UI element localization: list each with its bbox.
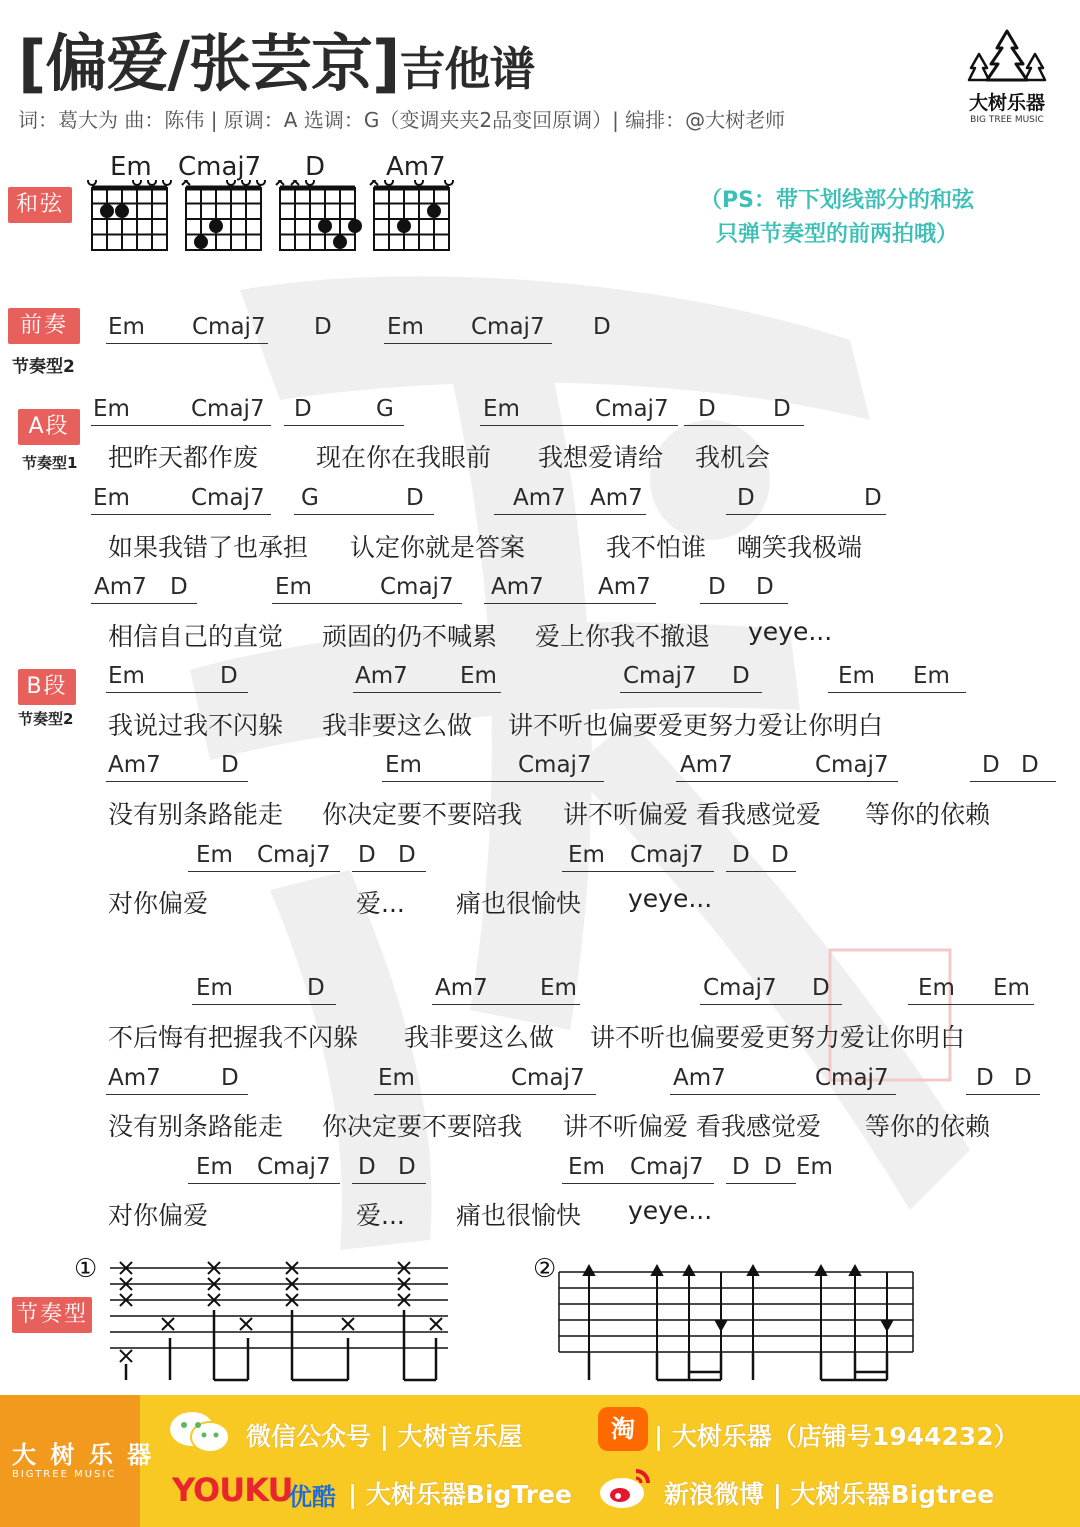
- chord: Am7: [435, 975, 488, 1001]
- youku-logo: YOUKU: [172, 1471, 293, 1509]
- taobao-link[interactable]: | 大树乐器（店铺号1944232）: [654, 1422, 1019, 1451]
- chord: Em: [540, 975, 577, 1001]
- intro-badge: 前奏: [8, 308, 80, 344]
- lyric: 爱...: [356, 889, 405, 918]
- ps-note: （PS：带下划线部分的和弦 只弹节奏型的前两拍哦）: [700, 188, 974, 247]
- a2-chord-row: [0, 485, 1080, 515]
- chord: Cmaj7: [257, 1154, 331, 1180]
- chord-diagrams: [84, 180, 464, 260]
- lyric: yeye...: [628, 1196, 713, 1225]
- chord: D: [771, 842, 789, 868]
- chord: Em: [838, 663, 875, 689]
- lyric: 我机会: [695, 443, 771, 472]
- chord: Cmaj7: [257, 842, 331, 868]
- wechat-icon[interactable]: [168, 1409, 232, 1455]
- lyric: 现在你在我眼前: [316, 443, 492, 472]
- chord: D: [698, 396, 716, 422]
- lyric: 痛也很愉快: [456, 889, 582, 918]
- lyric: 如果我错了也承担: [108, 533, 309, 562]
- chord: Em: [378, 1065, 415, 1091]
- lyric: 我非要这么做: [404, 1023, 555, 1052]
- chord: D: [170, 574, 188, 600]
- chord: Cmaj7: [511, 1065, 585, 1091]
- lyric: 对你偏爱: [108, 1201, 209, 1230]
- lyric: 你决定要不要陪我: [322, 800, 523, 829]
- chord: D: [294, 396, 312, 422]
- rhythm-pattern-2: [555, 1260, 925, 1390]
- chord: Em: [275, 574, 312, 600]
- brand-logo: [962, 28, 1052, 125]
- lyric: 讲不听也偏要爱更努力爱让你明白: [590, 1023, 966, 1052]
- logo-name: 大树乐器: [968, 92, 1045, 114]
- chord: Am7: [94, 574, 147, 600]
- chord: Em: [93, 485, 130, 511]
- intro-rhythm-label: 节奏型2: [12, 357, 75, 377]
- chord: D: [756, 574, 774, 600]
- chords-badge: 和弦: [8, 187, 72, 223]
- lyric: 认定你就是答案: [350, 533, 526, 562]
- chord: Em: [913, 663, 950, 689]
- chord: Em: [568, 842, 605, 868]
- chord: D: [864, 485, 882, 511]
- lyric: 痛也很愉快: [456, 1201, 582, 1230]
- chord: D: [593, 314, 611, 340]
- footer-banner: [0, 1395, 1080, 1527]
- chord-diagram-name: Em: [110, 152, 152, 182]
- chord: D: [307, 975, 325, 1001]
- b3-chord-row: [0, 842, 1080, 872]
- weibo-icon[interactable]: [598, 1465, 652, 1511]
- chord: D: [406, 485, 424, 511]
- chord: Em: [196, 975, 233, 1001]
- chord: D: [1014, 1065, 1032, 1091]
- lyric: 没有别条路能走: [108, 800, 284, 829]
- taobao-icon[interactable]: 淘: [598, 1407, 648, 1451]
- chord: Am7: [355, 663, 408, 689]
- chord: D: [358, 1154, 376, 1180]
- chord: Em: [93, 396, 130, 422]
- chord: Cmaj7: [815, 1065, 889, 1091]
- lyric: 对你偏爱: [108, 889, 209, 918]
- chord: Am7: [673, 1065, 726, 1091]
- chord: D: [732, 663, 750, 689]
- chord: Em: [918, 975, 955, 1001]
- chord: Am7: [590, 485, 643, 511]
- c2-chord-row: [0, 1065, 1080, 1095]
- lyric: 嘲笑我极端: [737, 533, 863, 562]
- lyric: 你决定要不要陪我: [322, 1112, 523, 1141]
- lyric: 爱...: [356, 1201, 405, 1230]
- song-title: [偏爱/张芸京]吉他谱: [18, 27, 535, 100]
- lyric: 爱上你我不撤退: [535, 622, 711, 651]
- chord: Em: [196, 842, 233, 868]
- youku-link[interactable]: | 大树乐器BigTree: [348, 1480, 572, 1509]
- chord: Am7: [598, 574, 651, 600]
- chord: Am7: [513, 485, 566, 511]
- weibo-link[interactable]: 新浪微博 | 大树乐器Bigtree: [664, 1480, 995, 1509]
- chord: D: [732, 1154, 750, 1180]
- chord: Cmaj7: [815, 752, 889, 778]
- chord: D: [982, 752, 1000, 778]
- chord: G: [301, 485, 319, 511]
- chord: Em: [385, 752, 422, 778]
- c1-chord-row: [0, 975, 1080, 1005]
- chord: Em: [108, 663, 145, 689]
- tree-logo-icon: [967, 28, 1047, 84]
- logo-english: BIG TREE MUSIC: [970, 115, 1044, 125]
- b2-chord-row: [0, 752, 1080, 782]
- rhythm-2-number: ②: [533, 1254, 557, 1284]
- lyric: 没有别条路能走: [108, 1112, 284, 1141]
- chord: Em: [993, 975, 1030, 1001]
- wechat-link[interactable]: 微信公众号 | 大树音乐屋: [246, 1422, 523, 1451]
- chord: Cmaj7: [471, 314, 545, 340]
- chord: Am7: [108, 1065, 161, 1091]
- footer-brand: 大 树 乐 器 BIGTREE MUSIC: [0, 1395, 140, 1527]
- lyric: 我不怕谁: [606, 533, 707, 562]
- b-section-badge: B段: [18, 669, 76, 705]
- chord: Cmaj7: [380, 574, 454, 600]
- lyric: 不后悔有把握我不闪躲: [108, 1023, 359, 1052]
- chord: Cmaj7: [192, 314, 266, 340]
- chord: Cmaj7: [191, 485, 265, 511]
- chord: D: [976, 1065, 994, 1091]
- chord: Am7: [680, 752, 733, 778]
- lyric: 等你的依赖: [865, 800, 991, 829]
- lyric: 我想爱请给: [538, 443, 664, 472]
- chord: D: [773, 396, 791, 422]
- lyric: 讲不听偏爱 看我感觉爱: [563, 800, 821, 829]
- chord: Cmaj7: [630, 1154, 704, 1180]
- chord: Cmaj7: [630, 842, 704, 868]
- rhythm-pattern-1: [100, 1260, 460, 1390]
- chord: Em: [108, 314, 145, 340]
- lyric: 相信自己的直觉: [108, 622, 284, 651]
- a1-chord-row: [0, 396, 1080, 426]
- lyric: 我说过我不闪躲: [108, 711, 284, 740]
- chord-diagram-name: Am7: [386, 152, 446, 182]
- chord: D: [398, 842, 416, 868]
- chord: D: [314, 314, 332, 340]
- chord: D: [732, 842, 750, 868]
- lyric: 讲不听也偏要爱更努力爱让你明白: [508, 711, 884, 740]
- a3-chord-row: [0, 574, 1080, 604]
- chord: Cmaj7: [595, 396, 669, 422]
- chord: D: [1021, 752, 1039, 778]
- chord: D: [398, 1154, 416, 1180]
- lyric: 讲不听偏爱 看我感觉爱: [563, 1112, 821, 1141]
- intro-chord-row: [0, 314, 1080, 344]
- chord: Cmaj7: [191, 396, 265, 422]
- chord: D: [764, 1154, 782, 1180]
- chord: Em: [796, 1154, 833, 1180]
- chord: D: [220, 663, 238, 689]
- chord: Em: [568, 1154, 605, 1180]
- chord: Em: [387, 314, 424, 340]
- song-credits: 词：葛大为 曲：陈伟 | 原调：A 选调：G（变调夹夹2品变回原调）| 编排：@大树老师: [18, 108, 786, 132]
- b1-chord-row: [0, 663, 1080, 693]
- chord: Em: [196, 1154, 233, 1180]
- lyric: 顽固的仍不喊累: [322, 622, 498, 651]
- c3-chord-row: [0, 1154, 1080, 1184]
- chord: Cmaj7: [623, 663, 697, 689]
- chord: D: [221, 752, 239, 778]
- chord: G: [376, 396, 394, 422]
- chord: Am7: [108, 752, 161, 778]
- chord: D: [358, 842, 376, 868]
- a-rhythm-label: 节奏型1: [22, 454, 78, 472]
- lyric: yeye...: [628, 884, 713, 913]
- rhythm-1-number: ①: [74, 1254, 98, 1284]
- lyric: 我非要这么做: [322, 711, 473, 740]
- chord: D: [708, 574, 726, 600]
- chord: Am7: [491, 574, 544, 600]
- chord-diagram-name: Cmaj7: [178, 152, 262, 182]
- chord: D: [737, 485, 755, 511]
- chord: Cmaj7: [518, 752, 592, 778]
- chord: Em: [483, 396, 520, 422]
- a-section-badge: A段: [18, 409, 80, 445]
- rhythm-badge: 节奏型: [12, 1297, 92, 1333]
- lyric: yeye...: [748, 617, 833, 646]
- chord-diagram-name: D: [305, 152, 326, 182]
- chord: Em: [460, 663, 497, 689]
- lyric: 把昨天都作废: [108, 443, 259, 472]
- chord: Cmaj7: [703, 975, 777, 1001]
- chord: D: [221, 1065, 239, 1091]
- chord: D: [812, 975, 830, 1001]
- youku-cn-logo: 优酷: [288, 1483, 336, 1511]
- b-rhythm-label: 节奏型2: [18, 710, 74, 728]
- lyric: 等你的依赖: [865, 1112, 991, 1141]
